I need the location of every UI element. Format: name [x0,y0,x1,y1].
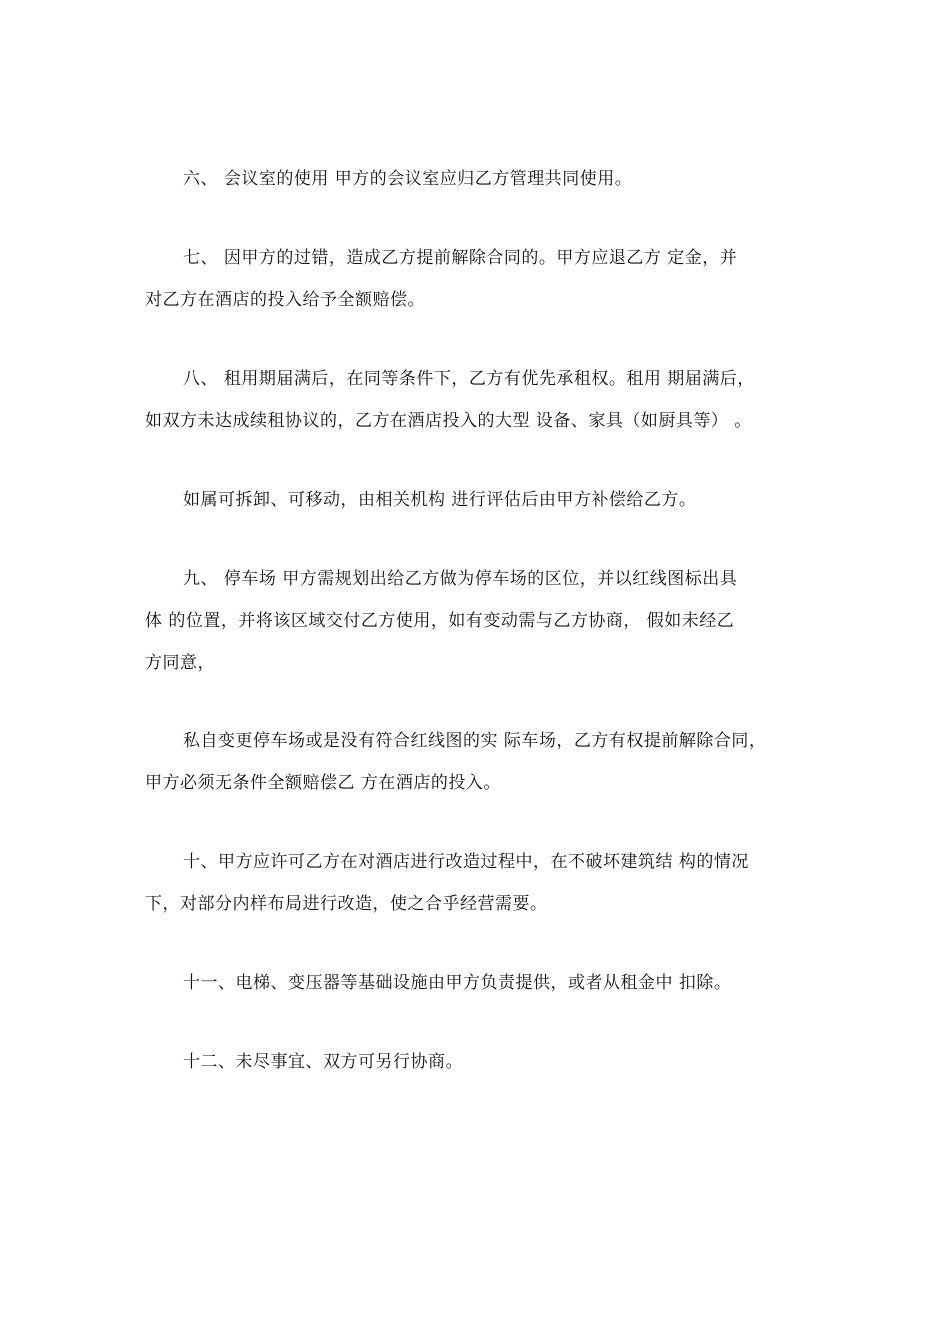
clause-12-line-1: 十二、未尽事宜、双方可另行协商。 [183,1052,463,1072]
clause-7-line-2: 对乙方在酒店的投入给予全额赔偿。 [145,290,425,310]
clause-10-line-2: 下，对部分内样布局进行改造，使之合乎经营需要。 [145,894,548,914]
clause-7-line-1: 七、 因甲方的过错，造成乙方提前解除合同的。甲方应退乙方 定金，并 [183,248,738,268]
clause-6-line-1: 六、 会议室的使用 甲方的会议室应归乙方管理共同使用。 [183,169,633,189]
clause-11-line-1: 十一、电梯、变压器等基础设施由甲方负责提供，或者从租金中 扣除。 [183,973,732,993]
clause-9-line-3: 方同意， [145,653,215,673]
clause-8-continuation: 如属可拆卸、可移动，由相关机构 进行评估后由甲方补偿给乙方。 [183,490,697,510]
clause-8-line-2: 如双方未达成续租协议的，乙方在酒店投入的大型 设备、家具（如厨具等） 。 [145,411,752,431]
clause-9-line-2: 体 的位置，并将该区域交付乙方使用，如有变动需与乙方协商， 假如未经乙 [145,611,735,631]
clause-8-line-1: 八、 租用期届满后，在同等条件下，乙方有优先承租权。租用 期届满后， [183,369,755,389]
clause-9-continuation-line-2: 甲方必须无条件全额赔偿乙 方在酒店的投入。 [145,773,501,793]
clause-9-continuation-line-1: 私自变更停车场或是没有符合红线图的实 际车场，乙方有权提前解除合同， [183,731,767,751]
clause-9-line-1: 九、 停车场 甲方需规划出给乙方做为停车场的区位，并以红线图标出具 [183,569,738,589]
clause-10-line-1: 十、甲方应许可乙方在对酒店进行改造过程中，在不破坏建筑结 构的情况 [183,852,749,872]
